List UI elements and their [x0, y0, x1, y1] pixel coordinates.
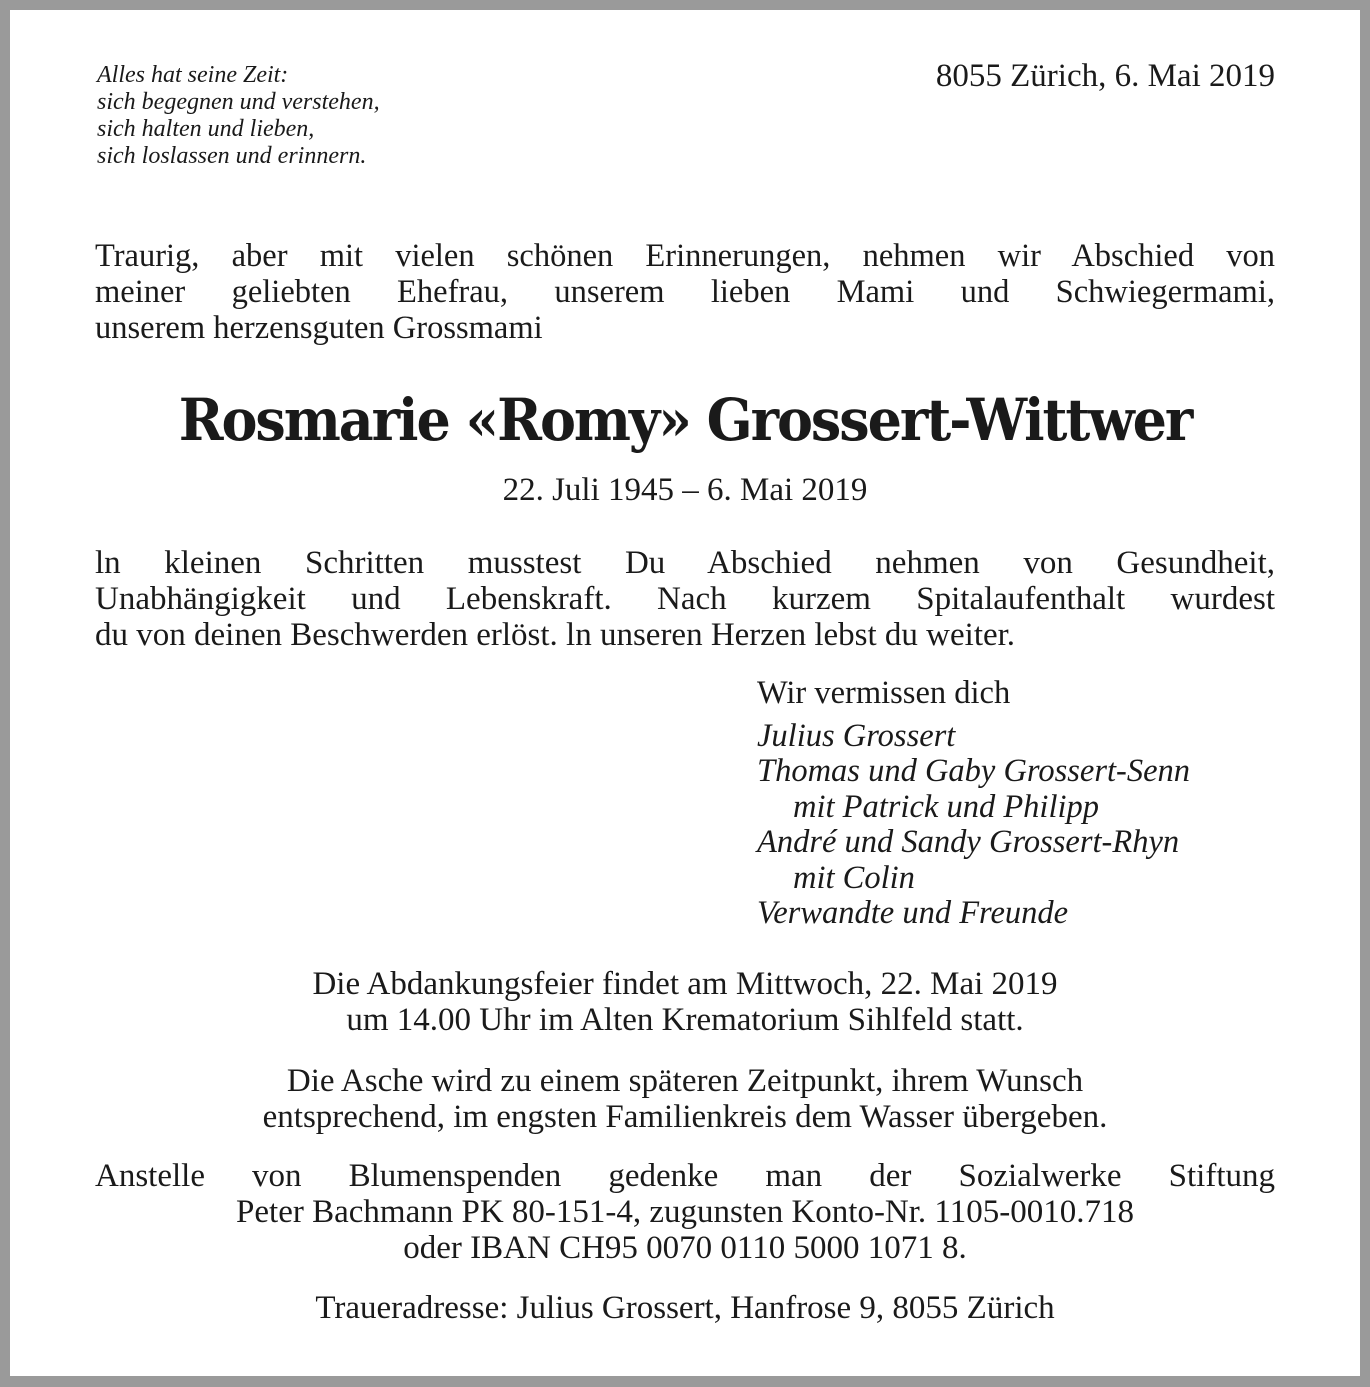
mourner-name: Verwandte und Freunde: [757, 895, 1069, 931]
intro-paragraph: [95, 238, 1275, 346]
donation-notice: [95, 1158, 1275, 1266]
deceased-name: Rosmarie «Romy» Grossert-Wittwer: [178, 386, 1192, 454]
ceremony-line: Die Abdankungsfeier findet am Mittwoch, 22. Mai 2019: [312, 966, 1058, 1002]
message-line: ln kleinen Schritten musstest Du Abschied nehmen von Gesundheit,: [95, 545, 1275, 581]
intro-line: Traurig, aber mit vielen schönen Erinnerungen, nehmen wir Abschied von: [95, 238, 1275, 274]
mourners-heading: Wir vermissen dich: [757, 675, 1011, 711]
mourner-name: Julius Grossert: [757, 717, 956, 754]
donation-line: Peter Bachmann PK 80-151-4, zugunsten Konto-Nr. 1105-0010.718: [236, 1194, 1134, 1230]
mourner-name: Thomas und Gaby Grossert-Senn: [757, 753, 1191, 789]
mourner-name: mit Colin: [793, 859, 915, 896]
place-date: 8055 Zürich, 6. Mai 2019: [935, 58, 1275, 94]
ceremony-notice: [95, 966, 1275, 1038]
mourning-address: Traueradresse: Julius Grossert, Hanfrose 9, 8055 Zürich: [315, 1290, 1055, 1326]
donation-line: Anstelle von Blumenspenden gedenke man der Sozialwerke Stiftung: [95, 1158, 1275, 1194]
donation-line: oder IBAN CH95 0070 0110 5000 1071 8.: [403, 1230, 967, 1266]
ashes-notice: [95, 1063, 1275, 1135]
farewell-message: [95, 545, 1275, 653]
message-line: Unabhängigkeit und Lebenskraft. Nach kurzem Spitalaufenthalt wurdest: [95, 581, 1275, 617]
intro-line: meiner geliebten Ehefrau, unserem lieben Mami und Schwiegermami,: [95, 274, 1275, 310]
motto-line: Alles hat seine Zeit:: [97, 62, 289, 88]
motto-line: sich halten und lieben,: [97, 116, 315, 142]
mourners-list: [757, 676, 1190, 932]
mourner-name: André und Sandy Grossert-Rhyn: [757, 824, 1180, 860]
message-line: du von deinen Beschwerden erlöst. ln unseren Herzen lebst du weiter.: [95, 617, 1016, 653]
intro-line: unserem herzensguten Grossmami: [95, 310, 543, 346]
motto-line: sich begegnen und verstehen,: [97, 89, 380, 115]
ashes-line: entsprechend, im engsten Familienkreis dem Wasser übergeben.: [262, 1099, 1108, 1135]
ashes-line: Die Asche wird zu einem späteren Zeitpunkt, ihrem Wunsch: [286, 1063, 1084, 1099]
motto-line: sich loslassen und erinnern.: [97, 143, 367, 169]
mourner-name: mit Patrick und Philipp: [793, 788, 1100, 825]
motto-poem: [97, 62, 380, 170]
ceremony-line: um 14.00 Uhr im Alten Krematorium Sihlfeld statt.: [346, 1002, 1024, 1038]
life-dates: 22. Juli 1945 – 6. Mai 2019: [502, 472, 868, 508]
